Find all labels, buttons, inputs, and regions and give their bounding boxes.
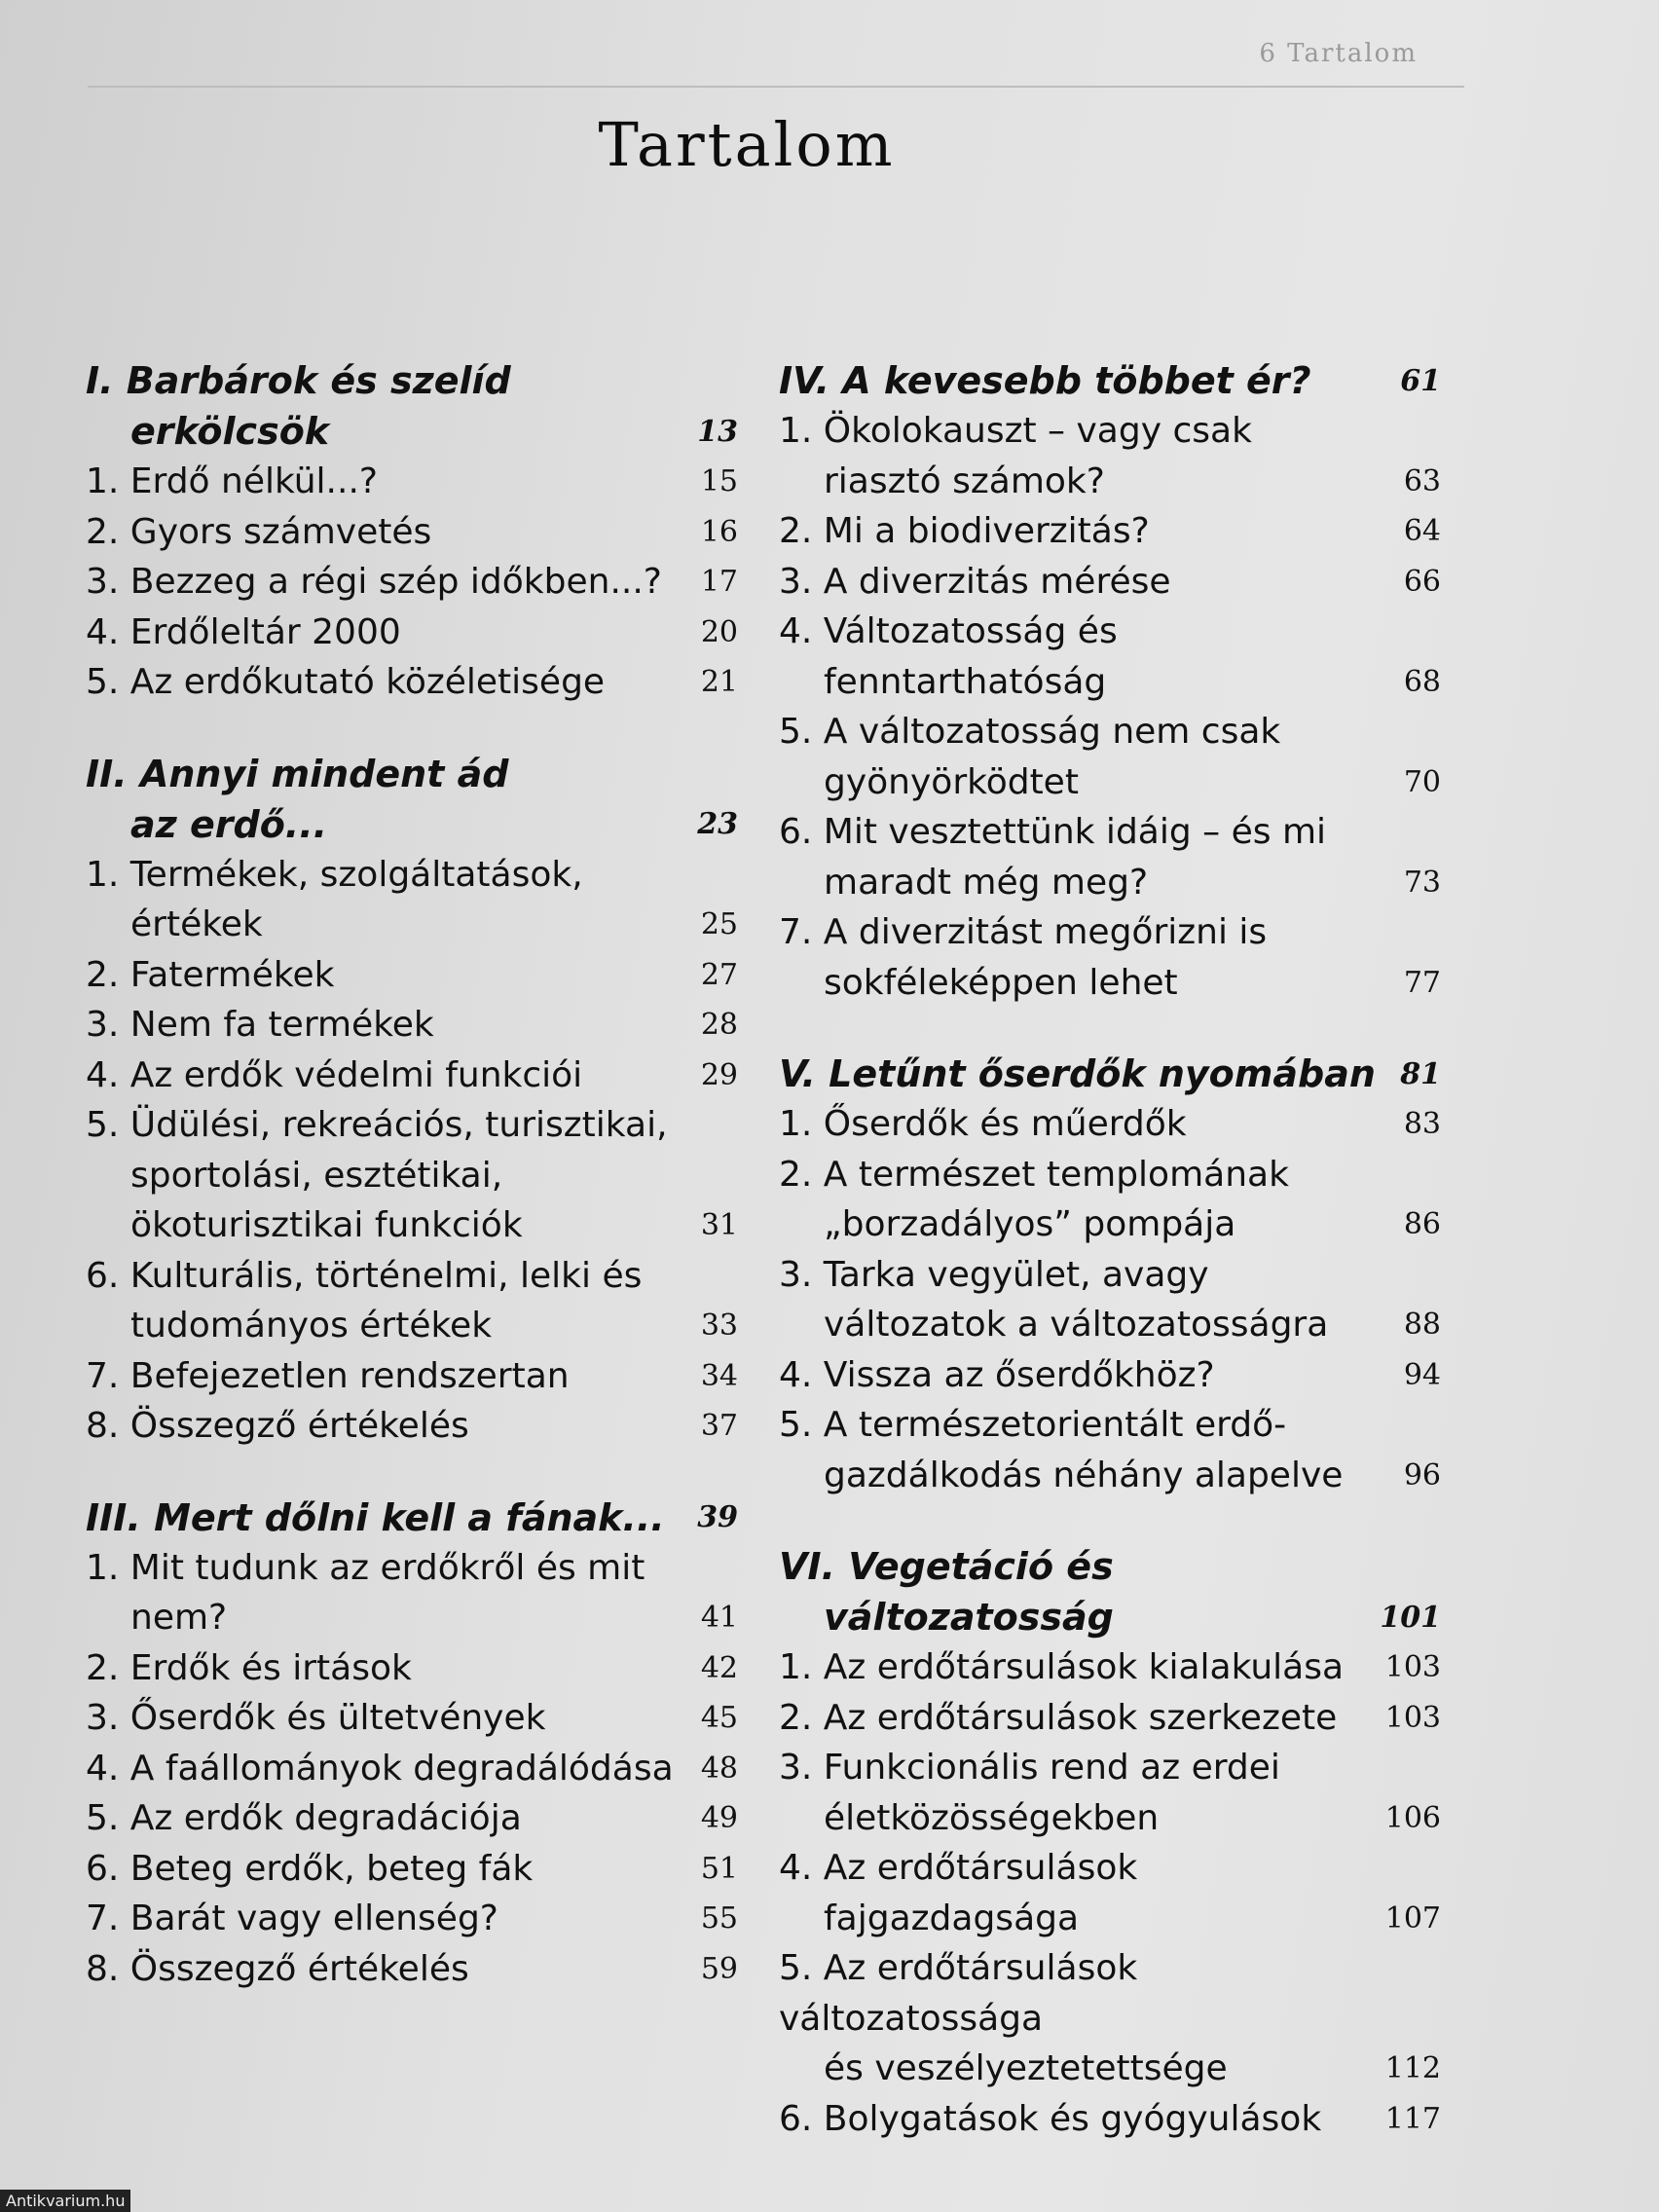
toc-entry [86,850,738,950]
toc-entry [86,557,738,608]
toc-page-number: 61 [1400,363,1441,398]
toc-entry [86,1251,738,1351]
toc-entry [86,1744,738,1794]
toc-entry [86,1894,738,1944]
toc-entry-line: változatok a változatosságra [824,1305,1329,1345]
toc-entry-title [86,1493,738,1543]
toc-entry-line: 5. Az erdők degradációja [86,1798,522,1838]
toc-page-number: 94 [1403,1357,1441,1392]
toc-entry-line: 1. Az erdőtársulások kialakulása [779,1647,1345,1687]
toc-page-number: 29 [700,1057,738,1092]
toc-entry [779,406,1441,506]
toc-entry-title [779,1250,1441,1350]
toc-entry-title [779,807,1441,907]
toc-entry-line: 2. Az erdőtársulások szerkezete [779,1697,1338,1738]
toc-entry [779,807,1441,907]
toc-entry-line: VI. Vegetáció és [779,1545,1114,1588]
toc-page-number: 20 [700,614,738,649]
toc-entry-title [86,608,738,658]
toc-entry [86,657,738,708]
toc-entry-title [779,607,1441,707]
toc-entry-line: 4. Az erdőtársulások [779,1848,1138,1888]
toc-entry-line: V. Letűnt őserdők nyomában [779,1052,1376,1095]
toc-page-number: 63 [1403,463,1441,498]
toc-page-number: 96 [1403,1457,1441,1493]
toc-entry [86,1643,738,1694]
toc-page-number: 103 [1384,1650,1441,1684]
toc-entry-line: fenntarthatóság [824,661,1107,702]
toc-entry-line: „borzadályos” pompája [824,1204,1236,1244]
toc-page-number: 48 [700,1751,738,1786]
toc-entry-line: 4. A faállományok degradálódása [86,1748,674,1788]
toc-entry [86,457,738,507]
toc-page-number: 42 [700,1650,738,1685]
toc-page-number: 103 [1384,1700,1441,1735]
toc-entry-line: 6. Beteg erdők, beteg fák [86,1848,534,1889]
toc-section-heading [779,1541,1441,1642]
toc-page-number: 68 [1403,664,1441,699]
watermark: Antikvarium.hu [0,2190,130,2212]
toc-entry-title [86,1744,738,1794]
toc-entry [779,1642,1441,1693]
toc-entry-line: 3. Őserdők és ültetvények [86,1698,546,1738]
toc-entry [779,607,1441,707]
toc-page-number: 41 [700,1601,738,1635]
toc-entry-line: 4. Vissza az őserdőkhöz? [779,1354,1215,1395]
toc-entry-line: változatosság [824,1596,1114,1639]
toc-page-number: 70 [1403,764,1441,799]
toc-entry-line: erkölcsök [130,410,330,453]
toc-entry-line: III. Mert dőlni kell a fának... [86,1495,665,1539]
toc-page-number: 45 [700,1701,738,1735]
toc-entry-line: nem? [130,1598,228,1638]
toc-entry-title [779,1642,1441,1693]
toc-entry-line: I. Barbárok és szelíd [86,359,511,402]
toc-entry-line: életközösségekben [824,1797,1160,1838]
toc-entry-line: riasztó számok? [824,461,1105,501]
toc-entry [779,1350,1441,1401]
toc-entry-line: 5. Üdülési, rekreációs, turisztikai, [86,1105,668,1145]
toc-entry-title [86,1351,738,1402]
toc-page-number: 37 [700,1409,738,1443]
toc-entry [86,1051,738,1101]
toc-entry-title [779,1843,1441,1943]
toc-entry-title [86,1401,738,1452]
toc-entry-title [779,1743,1441,1843]
running-head: 6 Tartalom [1259,39,1418,68]
toc-entry-line: 3. Tarka vegyület, avagy [779,1254,1209,1295]
toc-entry-title [86,1944,738,1995]
toc-entry-line: 3. Nem fa termékek [86,1005,434,1045]
toc-page-number: 23 [697,807,738,841]
toc-entry-line: 7. A diverzitást megőrizni is [779,912,1268,952]
toc-entry-line: 5. A változatosság nem csak [779,712,1281,752]
toc-entry-title [779,1099,1441,1150]
toc-entry-line: 4. Az erdők védelmi funkciói [86,1054,583,1095]
toc-entry-title [86,1844,738,1895]
toc-entry [779,1843,1441,1943]
toc-page-number: 39 [697,1500,738,1534]
toc-entry [86,1944,738,1995]
toc-entry-title [779,907,1441,1008]
toc-page-number: 13 [697,414,738,449]
toc-entry-title [779,1049,1441,1099]
toc-entry-title [779,1400,1441,1500]
toc-entry-line: 8. Összegző értékelés [86,1406,469,1446]
toc-entry-line: 2. Gyors számvetés [86,511,432,552]
toc-entry-line: 5. Az erdőkutató közéletisége [86,662,606,702]
toc-page-number: 112 [1384,2051,1441,2085]
toc-entry-title [86,1793,738,1844]
toc-entry-title [86,657,738,708]
toc-entry-line: tudományos értékek [130,1306,493,1346]
toc-entry-line: 6. Bolygatások és gyógyulások [779,2098,1322,2139]
toc-page-number: 86 [1403,1207,1441,1241]
toc-page-number: 31 [700,1208,738,1242]
toc-entry-title [86,1051,738,1101]
toc-page-number: 73 [1403,865,1441,900]
toc-entry-line: 1. Erdő nélkül...? [86,461,378,501]
header-rule [88,86,1464,88]
toc-entry-title [779,506,1441,557]
toc-entry-title [86,1543,738,1643]
toc-entry-line: gyönyörködtet [824,761,1079,802]
toc-entry-title [779,1943,1441,2094]
toc-entry-title [86,749,738,850]
toc-entry-title [779,1350,1441,1401]
toc-entry [86,1351,738,1402]
toc-page-number: 49 [700,1801,738,1835]
toc-entry-title [86,850,738,950]
toc-entry-line: értékek [130,904,263,944]
toc-entry-title [86,457,738,507]
toc-entry-line: 6. Mit vesztettünk idáig – és mi [779,812,1327,852]
toc-right-column [779,355,1441,2144]
toc-entry [779,1150,1441,1250]
toc-entry-line: 3. Bezzeg a régi szép időkben...? [86,562,662,602]
toc-entry [86,950,738,1001]
toc-entry [779,1943,1441,2094]
toc-page-number: 55 [700,1901,738,1936]
toc-page-number: 33 [700,1309,738,1343]
toc-entry-line: 1. Őserdők és műerdők [779,1104,1187,1144]
toc-page-number: 64 [1403,514,1441,548]
toc-page-number: 66 [1403,564,1441,599]
toc-page-number: 101 [1380,1600,1441,1635]
toc-entry-title [86,507,738,558]
toc-entry-line: 8. Összegző értékelés [86,1948,469,1989]
toc-entry [779,1400,1441,1500]
toc-entry-title [779,1541,1441,1642]
toc-entry [779,907,1441,1008]
toc-entry-title [779,406,1441,506]
toc-entry-title [779,1693,1441,1744]
toc-entry-line: sokféleképpen lehet [824,962,1178,1003]
toc-page-number: 77 [1403,965,1441,1000]
toc-page-number: 117 [1384,2101,1441,2136]
toc-entry [86,1844,738,1895]
toc-section-heading [86,749,738,850]
toc-page-number: 83 [1403,1107,1441,1141]
toc-entry-title [86,557,738,608]
toc-entry-title [86,355,738,457]
toc-entry-line: 4. Változatosság és [779,611,1118,651]
toc-entry [779,557,1441,608]
toc-entry-title [86,1251,738,1351]
toc-page-number: 107 [1384,1900,1441,1936]
toc-page-number: 15 [700,464,738,498]
toc-entry [86,1793,738,1844]
toc-entry-line: ökoturisztikai funkciók [130,1205,523,1245]
toc-page-number: 59 [700,1951,738,1986]
toc-entry-line: 1. Termékek, szolgáltatások, [86,854,583,895]
toc-entry-line: IV. A kevesebb többet ér? [779,359,1311,402]
toc-entry-line: 5. Az erdőtársulások változatossága [779,1948,1138,2039]
toc-entry-line: az erdő... [130,802,328,846]
toc-entry-line: 3. A diverzitás mérése [779,561,1171,602]
toc-entry-title [86,1000,738,1051]
toc-entry-title [779,1150,1441,1250]
toc-entry [779,1099,1441,1150]
toc-entry-line: fajgazdagsága [824,1898,1080,1938]
toc-entry-line: 7. Barát vagy ellenség? [86,1899,498,1938]
toc-section-heading [779,355,1441,406]
toc-entry [779,506,1441,557]
toc-entry-line: 7. Befejezetlen rendszertan [86,1355,570,1396]
toc-left-column [86,355,738,1994]
toc-page-number: 17 [700,565,738,599]
toc-entry-line: 6. Kulturális, történelmi, lelki és [86,1255,643,1296]
toc-entry [86,1543,738,1643]
toc-entry-line: gazdálkodás néhány alapelve [824,1455,1344,1495]
toc-entry-title [779,2094,1441,2145]
toc-page-number: 27 [700,957,738,992]
toc-entry-line: 2. A természet templomának [779,1154,1289,1195]
toc-entry-title [86,1693,738,1744]
toc-entry [86,1000,738,1051]
toc-entry [86,1401,738,1452]
toc-section-heading [86,355,738,457]
toc-entry-line: 2. Mi a biodiverzitás? [779,511,1150,551]
toc-entry-line: II. Annyi mindent ád [86,752,509,795]
toc-page-number: 106 [1384,1800,1441,1835]
toc-entry-title [779,557,1441,608]
toc-entry-title [86,950,738,1001]
toc-page-number: 21 [700,665,738,699]
toc-entry-line: 2. Erdők és irtások [86,1647,412,1688]
toc-entry-line: 5. A természetorientált erdő- [779,1405,1287,1445]
toc-entry [86,1100,738,1251]
toc-entry-title [86,1100,738,1251]
toc-page-number: 34 [700,1358,738,1393]
toc-entry-title [86,1643,738,1694]
toc-page-number: 28 [700,1008,738,1042]
toc-entry-line: és veszélyeztetettsége [824,2048,1228,2088]
toc-entry-title [779,355,1441,406]
toc-entry-line: 1. Mit tudunk az erdőkről és mit [86,1547,645,1588]
toc-entry-line: sportolási, esztétikai, [130,1155,503,1196]
toc-section-heading [779,1049,1441,1099]
toc-section-heading [86,1493,738,1543]
toc-entry-title [86,1894,738,1944]
toc-page-number: 51 [700,1851,738,1886]
toc-entry-line: 1. Ökolokauszt – vagy csak [779,411,1252,451]
toc-entry [779,1743,1441,1843]
toc-page-number: 88 [1403,1308,1441,1342]
toc-page-number: 81 [1400,1056,1441,1091]
toc-entry-title [779,707,1441,807]
toc-entry [779,1693,1441,1744]
page-title: Tartalom [598,109,896,180]
toc-entry-line: 4. Erdőleltár 2000 [86,611,401,652]
toc-entry-line: 3. Funkcionális rend az erdei [779,1748,1280,1788]
toc-entry [86,608,738,658]
toc-entry [779,707,1441,807]
toc-entry [86,1693,738,1744]
toc-entry [779,1250,1441,1350]
toc-page-number: 25 [700,907,738,941]
toc-entry-line: 2. Fatermékek [86,954,335,995]
toc-entry [86,507,738,558]
toc-page-number: 16 [700,514,738,549]
toc-entry-line: maradt még meg? [824,862,1149,903]
toc-entry [779,2094,1441,2145]
